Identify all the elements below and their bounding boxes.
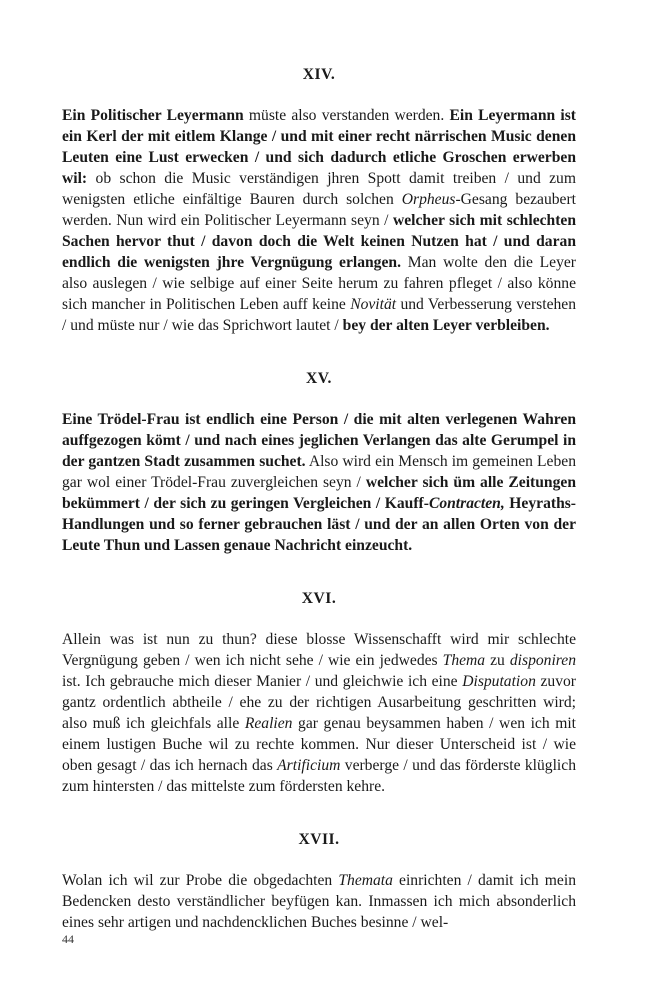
section-heading: XIV.	[302, 66, 336, 83]
italic-run: disponiren	[509, 652, 577, 669]
text-run: Allein was ist nun zu thun? diese blosse Wissenschafft wird mir schlechte Vergnügung geben / wen ich nicht sehe / wie ein jedwedes	[62, 631, 576, 669]
section-heading: XVI.	[301, 590, 337, 607]
italic-run: Artificium	[277, 757, 341, 774]
section-paragraph	[62, 629, 576, 797]
bold-run: Ein Leyermann ist ein Kerl der mit eitlem Klange / und mit einer recht närrischen Music denen Leuten eine Lust erwecken / und sich dadurch etliche Groschen erwerben wil:	[62, 107, 576, 187]
text-run: ist. Ich gebrauche mich dieser Manier / und gleichwie ich eine	[62, 673, 463, 690]
section-paragraph	[62, 409, 576, 556]
bold-run: Ein Politischer Leyermann	[62, 107, 244, 124]
section-xv	[62, 368, 576, 556]
text-run: Wolan ich wil zur Probe die obgedachten	[62, 872, 339, 889]
italic-run: Disputation	[462, 673, 536, 690]
italic-run: Novität	[350, 296, 397, 313]
text-run: und Verbesserung verstehen / und müste nur / wie das Sprichwort lautet /	[62, 296, 576, 334]
text-run: verberge / und das förderste klüglich zum hintersten / das mittelste zum fördersten kehre.	[62, 757, 576, 795]
italic-run: Realien	[244, 715, 293, 732]
text-run: Also wird ein Mensch im gemeinen Leben gar wol einer Trödel-Frau zuvergleichen seyn /	[62, 453, 576, 491]
bold-run: welcher sich mit schlechten Sachen hervor thut / davon doch die Welt keinen Nutzen hat / und daran endlich die wenigsten jhre Vergnügung erlangen.	[62, 212, 576, 271]
section-heading: XVII.	[298, 831, 340, 848]
text-run: Man wolte den die Leyer also auslegen / wie selbige auf einer Seite herum zu fahren pfleget / also könne sich mancher in Politischen Leben auff keine	[62, 254, 576, 313]
section-heading: XV.	[306, 370, 332, 387]
bold-run: Heyraths-Handlungen und so ferner gebrauchen läst / und der an allen Orten von der Leute Thun und Lassen genaue Nachricht einzeucht.	[62, 495, 576, 554]
italic-run: Thema	[442, 652, 486, 669]
text-run: zu	[485, 652, 510, 669]
text-run: ob schon die Music verständigen jhren Spott damit treiben / und zum wenigsten etliche einfältige Bauren durch solchen	[62, 170, 576, 208]
page-body	[62, 64, 576, 933]
bold-run: Eine Trödel-Frau ist endlich eine Person / die mit alten verlegenen Wahren auffgezogen kömt / und nach eines jeglichen Verlangen das alte Gerumpel in der gantzen Stadt zusammen suchet.	[62, 411, 576, 470]
bold-italic-run: Contracten,	[428, 495, 505, 512]
text-run: -Gesang bezaubert werden. Nun wird ein Politischer Leyermann seyn /	[62, 191, 576, 229]
section-paragraph	[62, 105, 576, 336]
bold-run: welcher sich üm alle Zeitungen bekümmert / der sich zu geringen Vergleichen / Kauff-	[62, 474, 576, 512]
text-run: gar genau beysammen haben / wen ich mit einem lustigen Buche wil zu rechte kommen. Nur dieser Unterscheid ist / wie oben gesagt / das ich hernach das	[62, 715, 577, 774]
italic-run: Themata	[338, 872, 393, 889]
bold-run: bey der alten Leyer verbleiben.	[342, 317, 550, 334]
text-run: müste also verstanden werden.	[243, 107, 450, 124]
section-xvi	[62, 588, 576, 797]
text-run: zuvor gantz ordentlich abtheile / ehe zu der richtigen Ausarbeitung geschritten wird; also muß ich gleichfals alle	[62, 673, 576, 732]
text-run: einrichten / damit ich mein Bedencken desto verständlicher beyfügen kan. Inmassen ich mich absonderlich eines sehr artigen und nachdencklichen Buches besinne / wel-	[62, 872, 576, 931]
section-xiv	[62, 64, 576, 336]
section-paragraph	[62, 870, 576, 933]
page-number: 44	[62, 932, 74, 946]
italic-run: Orpheus	[401, 191, 456, 208]
section-xvii	[62, 829, 576, 933]
